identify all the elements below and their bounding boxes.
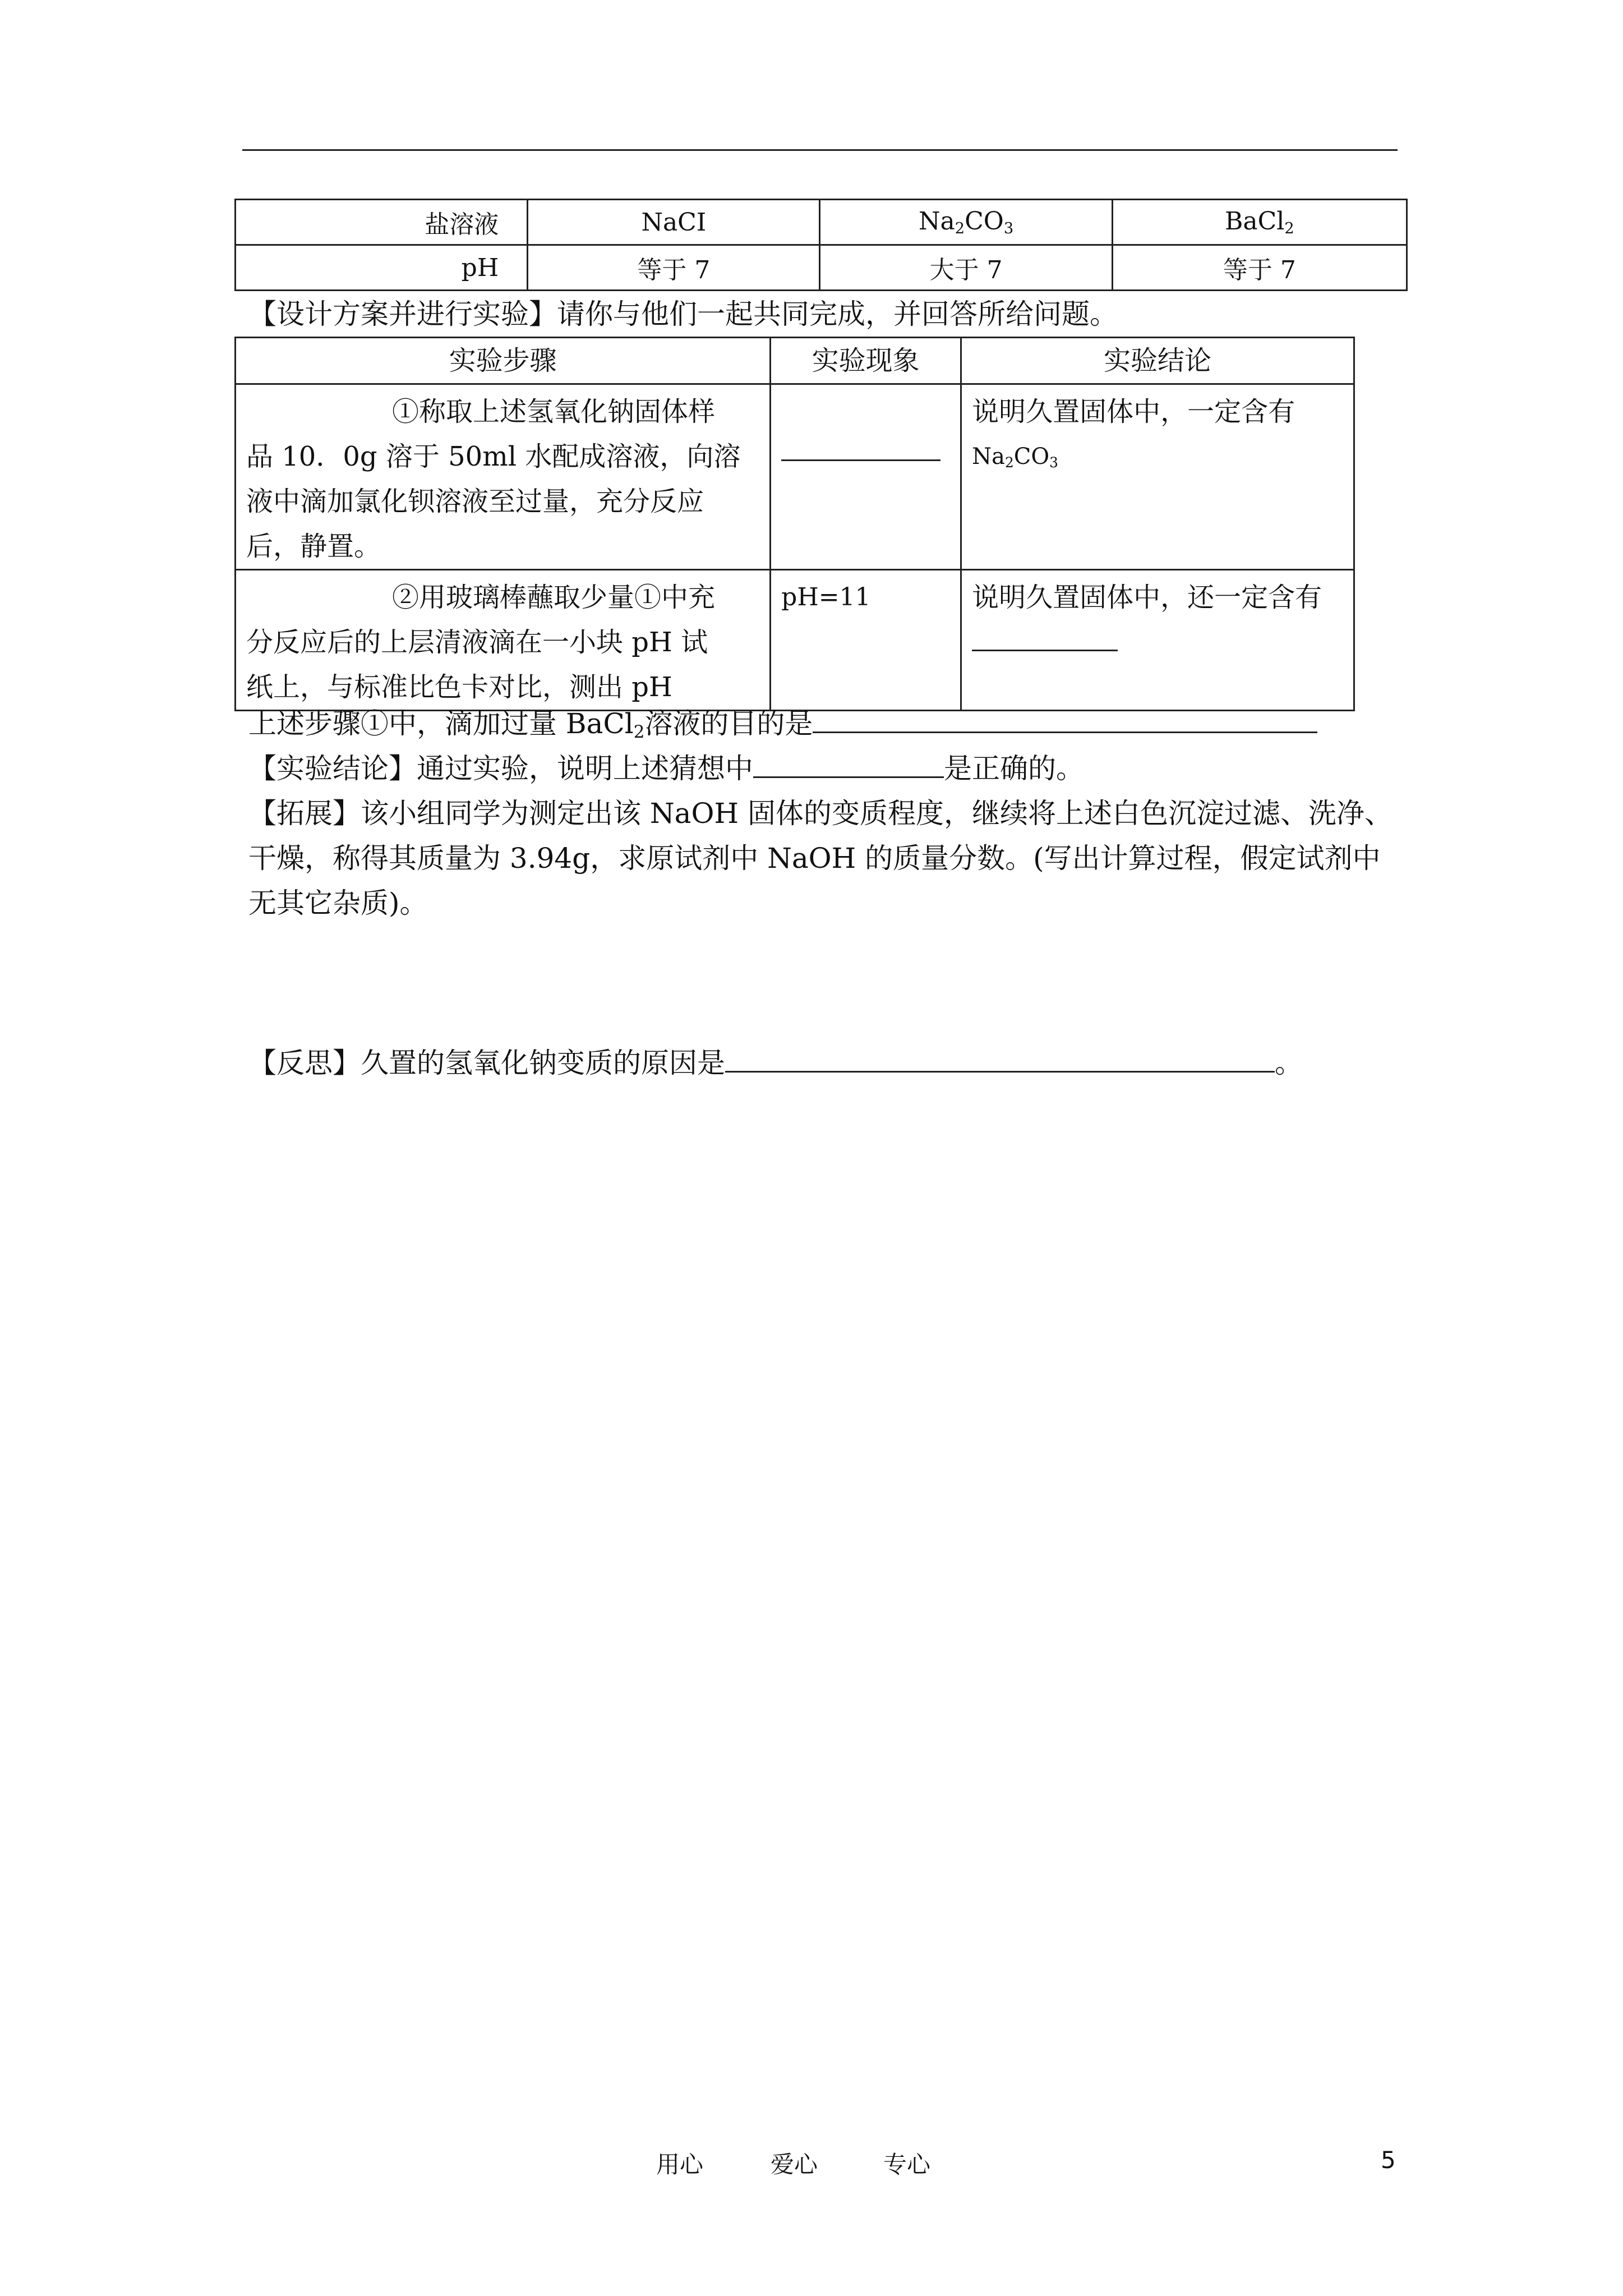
salt-bacl2: BaCl$_2$: [1112, 200, 1407, 245]
conclusion-2-blank[interactable]: [972, 625, 1118, 651]
page-number: 5: [1381, 2146, 1396, 2174]
step-2-cell: ②用玻璃棒蘸取少量①中充 分反应后的上层清液滴在一小块 pH 试 纸上，与标准比色卡对比，测出 pH: [236, 570, 771, 711]
design-intro: 【设计方案并进行实验】请你与他们一起共同完成，并回答所给问题。: [248, 298, 1118, 330]
conclusion-1-cell: 说明久置固体中，一定含有 $Na_2CO_3$: [961, 384, 1354, 570]
header-rule: [242, 149, 1398, 151]
table-row: [236, 200, 1407, 245]
phenomenon-1-blank[interactable]: [781, 435, 940, 461]
phenomenon-1-cell: [771, 384, 961, 570]
reflection-blank[interactable]: [725, 1046, 1275, 1073]
conclusion-2-cell: 说明久置固体中，还一定含有: [961, 570, 1354, 711]
col-header-step: 实验步骤: [236, 338, 771, 384]
salt-ph-table: [234, 199, 1408, 291]
extension-paragraph: 【拓展】该小组同学为测定出该 NaOH 固体的变质程度，继续将上述白色沉淀过滤、洗净、干燥，称得其质量为 3.94g，求原试剂中 NaOH 的质量分数。(写出计算过程，假定试剂中无其它杂质)。: [248, 797, 1393, 919]
footer-word-3: 专心: [883, 2151, 931, 2178]
ph-na2co3: 大于 7: [820, 245, 1112, 291]
col-header-phenomenon: 实验现象: [771, 338, 961, 384]
table-header-row: [236, 338, 1354, 384]
conclusion-blank[interactable]: [753, 751, 944, 778]
ph-bacl2: 等于 7: [1112, 245, 1407, 291]
reflection: 【反思】久置的氢氧化钠变质的原因是 。: [248, 1047, 1303, 1079]
purpose-blank[interactable]: [813, 706, 1317, 733]
question-purpose: 上述步骤①中，滴加过量 BaCl$_2$溶液的目的是: [248, 701, 1317, 754]
experiment-table: [234, 337, 1355, 711]
conclusion-1-formula: $Na_2CO_3$: [972, 444, 1058, 471]
salt-na2co3: $Na_2CO_3$: [820, 200, 1112, 245]
salt-row-header: 盐溶液: [236, 200, 528, 245]
table-row: [236, 570, 1354, 711]
table-row: [236, 245, 1407, 291]
footer-word-1: 用心: [656, 2151, 704, 2178]
col-header-conclusion: 实验结论: [961, 338, 1354, 384]
phenomenon-2-cell: pH=11: [771, 570, 961, 711]
salt-nacl: NaCI: [528, 200, 820, 245]
step-1-cell: ①称取上述氢氧化钠固体样 品 10．0g 溶于 50ml 水配成溶液，向溶 液中滴加氯化钡溶液至过量，充分反应 后，静置。: [236, 384, 771, 570]
footer-word-2: 爱心: [771, 2151, 818, 2178]
ph-row-header: pH: [236, 245, 528, 291]
table-row: [236, 384, 1354, 570]
ph-nacl: 等于 7: [528, 245, 820, 291]
experiment-conclusion: 【实验结论】通过实验，说明上述猜想中 是正确的。: [248, 752, 1084, 785]
